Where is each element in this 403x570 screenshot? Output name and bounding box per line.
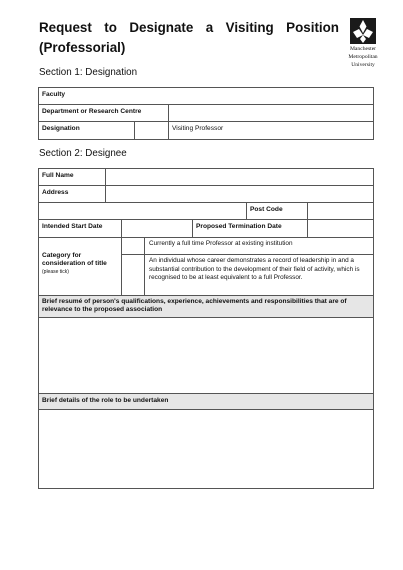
category-option-1: Currently a full time Professor at existing institution — [144, 237, 374, 255]
full-name-label: Full Name — [38, 168, 106, 186]
post-code-field[interactable] — [307, 202, 374, 220]
address-field-continued[interactable] — [38, 202, 247, 220]
post-code-label: Post Code — [246, 202, 308, 220]
address-field[interactable] — [105, 185, 374, 203]
university-logo — [343, 18, 383, 68]
title-line-2: (Professorial) — [39, 40, 126, 55]
resume-field[interactable] — [38, 317, 374, 394]
logo-line: Metropolitan — [348, 54, 378, 60]
termination-date-label: Proposed Termination Date — [192, 219, 308, 238]
logo-line: Manchester — [349, 46, 377, 52]
category-checkbox-2[interactable] — [121, 254, 145, 296]
section-1-heading: Section 1: Designation — [39, 67, 138, 78]
faculty-label: Faculty — [38, 87, 374, 105]
logo-mark-icon — [350, 18, 376, 44]
address-label: Address — [38, 185, 106, 203]
role-heading: Brief details of the role to be undertaken — [38, 393, 374, 410]
designation-value: Visiting Professor — [168, 121, 374, 140]
designation-label: Designation — [38, 121, 135, 140]
role-field[interactable] — [38, 409, 374, 489]
title-word: Designate — [129, 20, 194, 35]
category-option-2: An individual whose career demonstrates a record of leadership in and a substantial contribution to the development of their field of activity, which is recognised to be at least equivalent to a full Professor. — [144, 254, 374, 296]
category-checkbox-1[interactable] — [121, 237, 145, 255]
resume-heading: Brief resumé of person's qualifications, experience, achievements and responsibilities that are of relevance to the proposed association — [38, 295, 374, 318]
section-2-heading: Section 2: Designee — [39, 148, 127, 159]
start-date-field[interactable] — [121, 219, 193, 238]
full-name-field[interactable] — [105, 168, 374, 186]
document-title — [39, 18, 339, 58]
category-label-cell — [38, 237, 122, 296]
category-note: (please tick) — [42, 269, 69, 275]
title-word: to — [104, 20, 117, 35]
title-word: Position — [286, 20, 339, 35]
title-word: a — [205, 20, 214, 35]
logo-line: University — [351, 62, 375, 68]
title-word: Visiting — [225, 20, 274, 35]
department-label: Department or Research Centre — [38, 104, 169, 122]
designation-blank — [134, 121, 169, 140]
title-word: Request — [39, 20, 92, 35]
start-date-label: Intended Start Date — [38, 219, 122, 238]
department-field[interactable] — [168, 104, 374, 122]
termination-date-field[interactable] — [307, 219, 374, 238]
category-label: Category for consideration of title — [42, 252, 107, 267]
